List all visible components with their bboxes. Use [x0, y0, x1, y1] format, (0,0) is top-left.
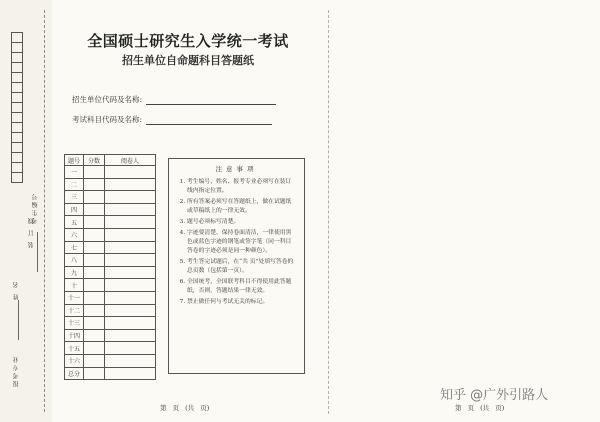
- question-number: 十五: [65, 342, 84, 355]
- page-footer-left: 第 页 (共 页): [160, 404, 210, 412]
- score-cell[interactable]: [84, 266, 105, 279]
- notice-item: 1. 考生编号、姓名、报考专业必须写在装订线内指定位置。: [187, 178, 296, 196]
- col-score: 分数: [84, 155, 105, 166]
- notice-box: [168, 158, 305, 374]
- grader-cell[interactable]: [105, 304, 156, 317]
- grader-cell[interactable]: [105, 329, 156, 342]
- notice-list: [177, 178, 296, 307]
- score-row: [65, 266, 156, 279]
- question-number: 二: [65, 178, 84, 191]
- score-cell[interactable]: [84, 178, 105, 191]
- grader-cell[interactable]: [105, 317, 156, 330]
- page-divider: [328, 10, 329, 414]
- score-row: [65, 329, 156, 342]
- watermark: 知乎 @广外引路人: [440, 388, 549, 403]
- exam-title: 全国硕士研究生入学统一考试: [87, 32, 289, 50]
- grader-cell[interactable]: [105, 178, 156, 191]
- notice-item: 3. 题号必须标写清楚。: [187, 218, 296, 227]
- score-row: [65, 228, 156, 241]
- score-cell[interactable]: [84, 228, 105, 241]
- grader-cell[interactable]: [105, 279, 156, 292]
- score-row: [65, 354, 156, 367]
- score-cell[interactable]: [84, 203, 105, 216]
- unit-field-line[interactable]: [146, 96, 276, 105]
- grader-cell[interactable]: [105, 367, 156, 380]
- score-row: [65, 317, 156, 330]
- grader-cell[interactable]: [105, 191, 156, 204]
- question-number: 五: [65, 216, 84, 229]
- score-row: [65, 304, 156, 317]
- score-cell[interactable]: [84, 304, 105, 317]
- question-number: 十六: [65, 354, 84, 367]
- question-number: 八: [65, 254, 84, 267]
- score-cell[interactable]: [84, 342, 105, 355]
- notice-item: 6. 全国统考，全国联考科目不得使用此答题纸，否则，答题结果一律无效。: [187, 278, 296, 296]
- score-cell[interactable]: [84, 166, 105, 179]
- score-table: [64, 154, 156, 380]
- score-cell[interactable]: [84, 367, 105, 380]
- question-number: 一: [65, 166, 84, 179]
- notice-item: 4. 字迹要清楚，保持卷面清洁，一律使用黑色或蓝色字迹的钢笔或签字笔（同一科目答卷的字迹必须是同一种颜色）。: [187, 229, 296, 256]
- notice-item: 7. 禁止做任何与考试无关的标记。: [187, 298, 296, 307]
- score-cell[interactable]: [84, 216, 105, 229]
- question-number: 总分: [65, 367, 84, 380]
- name-label: 姓 名: [13, 280, 20, 300]
- major-label: 报考专业: [13, 355, 20, 387]
- question-number: 四: [65, 203, 84, 216]
- binding-line-label: 装 订 线: [28, 216, 35, 248]
- question-number: 七: [65, 241, 84, 254]
- question-number: 十二: [65, 304, 84, 317]
- score-cell[interactable]: [84, 317, 105, 330]
- score-cell[interactable]: [84, 241, 105, 254]
- grader-cell[interactable]: [105, 266, 156, 279]
- col-question: 题号: [65, 155, 84, 166]
- grader-cell[interactable]: [105, 216, 156, 229]
- question-number: 十三: [65, 317, 84, 330]
- exam-id-boxes[interactable]: [11, 32, 23, 183]
- score-cell[interactable]: [84, 354, 105, 367]
- notice-item: 5. 考生答完试题后，在“共 页”处填写答卷的总页数（包括第一页）。: [187, 258, 296, 276]
- notice-item: 2. 所有答案必须写在答题纸上，做在试题纸或草稿纸上的一律无效。: [187, 198, 296, 216]
- notice-title: 注意事项: [215, 165, 258, 173]
- question-number: 六: [65, 228, 84, 241]
- binding-fold-line: [44, 10, 45, 412]
- unit-field-label: 招生单位代码及名称:: [72, 95, 143, 104]
- question-number: 九: [65, 266, 84, 279]
- score-row: [65, 203, 156, 216]
- question-number: 十: [65, 279, 84, 292]
- subject-field-label: 考试科目代码及名称:: [72, 115, 143, 124]
- score-row: [65, 166, 156, 179]
- question-number: 十一: [65, 291, 84, 304]
- grader-cell[interactable]: [105, 254, 156, 267]
- score-table-header: [65, 155, 156, 166]
- score-row: [65, 367, 156, 380]
- score-row: [65, 241, 156, 254]
- score-row: [65, 342, 156, 355]
- score-cell[interactable]: [84, 254, 105, 267]
- grader-cell[interactable]: [105, 354, 156, 367]
- sheet-subtitle: 招生单位自命题科目答题纸: [122, 54, 254, 67]
- score-row: [65, 254, 156, 267]
- grader-cell[interactable]: [105, 241, 156, 254]
- grader-cell[interactable]: [105, 166, 156, 179]
- score-cell[interactable]: [84, 329, 105, 342]
- name-line: [18, 300, 19, 340]
- subject-field[interactable]: [72, 114, 272, 125]
- score-row: [65, 216, 156, 229]
- grader-cell[interactable]: [105, 342, 156, 355]
- question-number: 十四: [65, 329, 84, 342]
- score-row: [65, 279, 156, 292]
- unit-field[interactable]: [72, 94, 276, 105]
- exam-id-label: 考生编号: [32, 192, 39, 224]
- score-cell[interactable]: [84, 279, 105, 292]
- exam-id-line: [37, 232, 38, 272]
- score-cell[interactable]: [84, 291, 105, 304]
- subject-field-line[interactable]: [146, 116, 272, 125]
- score-row: [65, 291, 156, 304]
- grader-cell[interactable]: [105, 291, 156, 304]
- score-row: [65, 178, 156, 191]
- score-cell[interactable]: [84, 191, 105, 204]
- grader-cell[interactable]: [105, 203, 156, 216]
- score-row: [65, 191, 156, 204]
- col-grader: 阅卷人: [105, 155, 156, 166]
- question-number: 三: [65, 191, 84, 204]
- page-footer-right: 第 页 (共 页): [455, 404, 505, 412]
- grader-cell[interactable]: [105, 228, 156, 241]
